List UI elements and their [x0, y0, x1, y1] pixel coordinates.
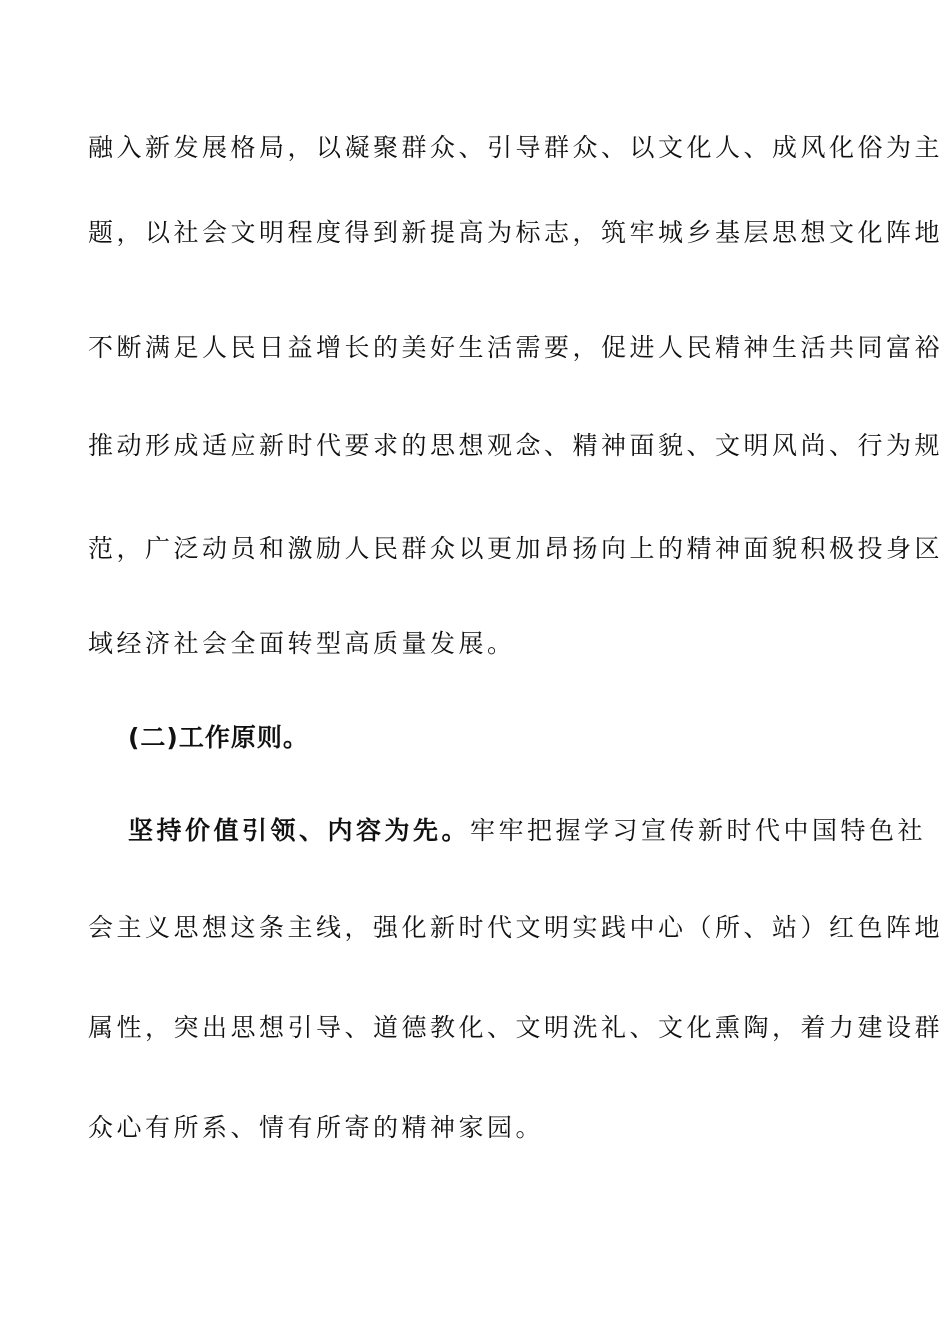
- paragraph-line: 会主义思想这条主线，强化新时代文明实践中心（所、站）红色阵地: [88, 913, 944, 942]
- paragraph-line: 众心有所系、情有所寄的精神家园。: [88, 1113, 545, 1142]
- section-heading: (二)工作原则。: [128, 723, 309, 752]
- paragraph-first-line: [128, 815, 927, 847]
- paragraph-line: 融入新发展格局，以凝聚群众、引导群众、以文化人、成风化俗为主: [88, 133, 944, 162]
- principle-text: 牢牢把握学习宣传新时代中国特色社: [470, 816, 927, 845]
- paragraph-line: 题，以社会文明程度得到新提高为标志，筑牢城乡基层思想文化阵地: [88, 218, 944, 247]
- paragraph-line: 不断满足人民日益增长的美好生活需要，促进人民精神生活共同富裕: [88, 333, 944, 362]
- paragraph-line: 推动形成适应新时代要求的思想观念、精神面貌、文明风尚、行为规: [88, 431, 944, 460]
- paragraph-line: 属性，突出思想引导、道德教化、文明洗礼、文化熏陶，着力建设群: [88, 1013, 944, 1042]
- principle-lead: 坚持价值引领、内容为先。: [128, 816, 471, 845]
- paragraph-line: 域经济社会全面转型高质量发展。: [88, 629, 516, 658]
- paragraph-line: 范，广泛动员和激励人民群众以更加昂扬向上的精神面貌积极投身区: [88, 534, 944, 563]
